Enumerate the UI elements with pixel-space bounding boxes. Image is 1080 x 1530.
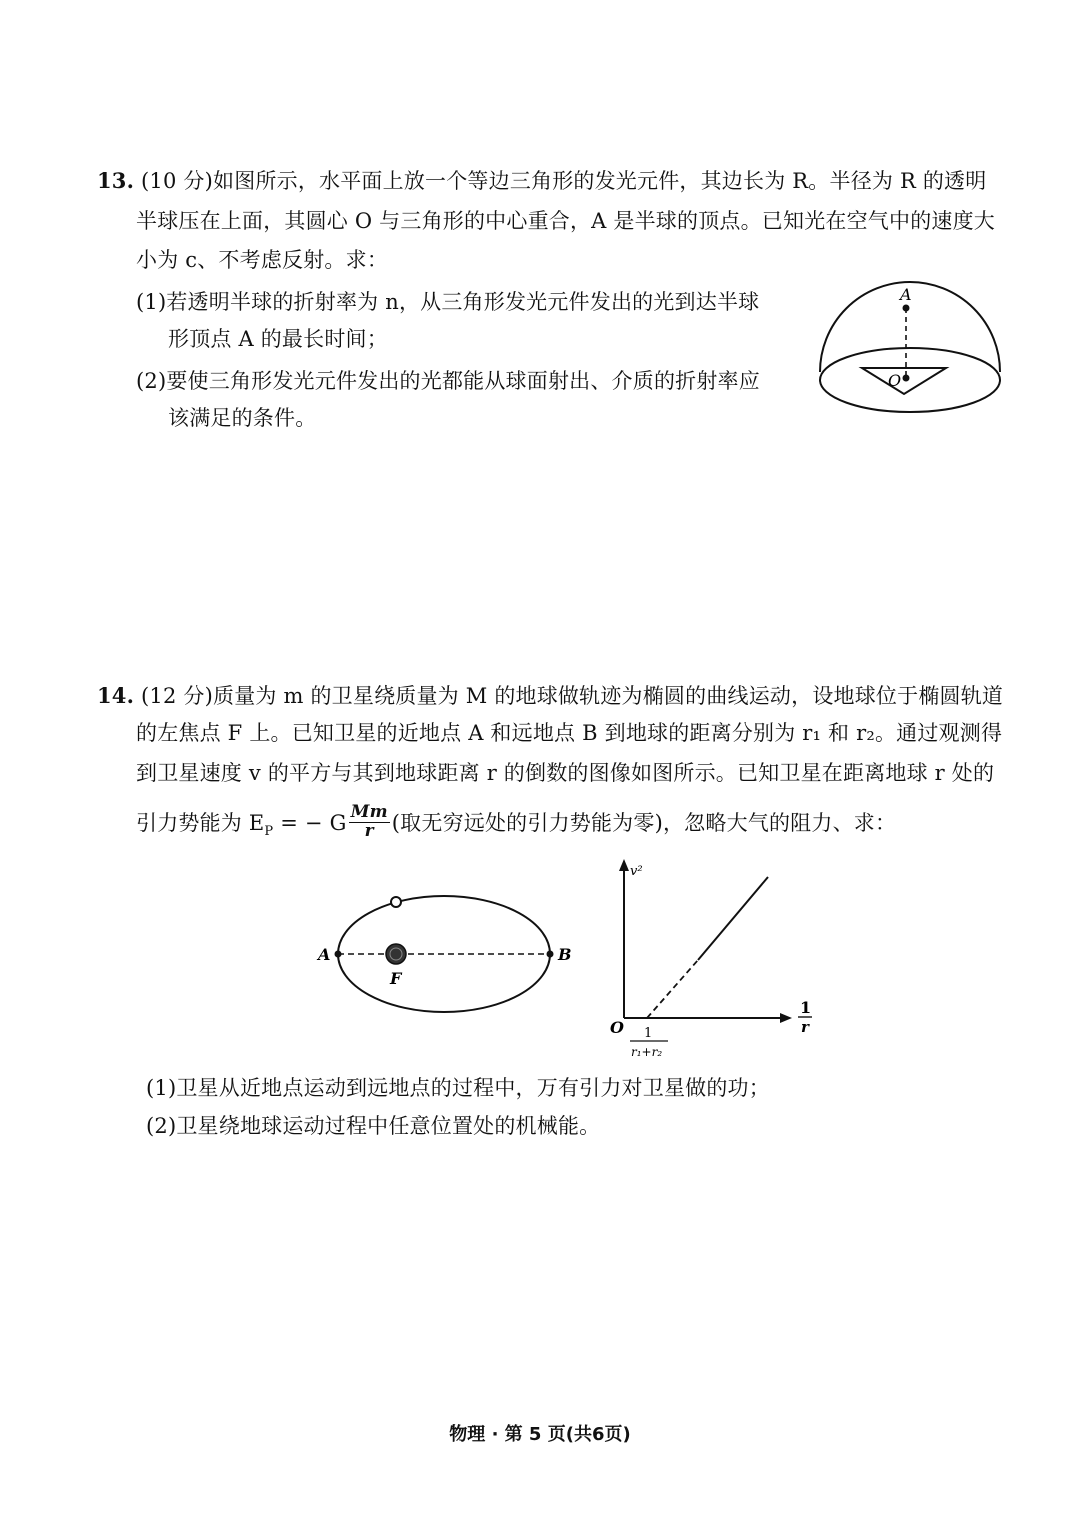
potential-energy-fraction: [349, 804, 390, 841]
x-axis-label-num: 1: [800, 998, 812, 1017]
q13-sub2-line1: (2)要使三角形发光元件发出的光都能从球面射出、介质的折射率应: [136, 369, 760, 393]
q13-sub1-line1: (1)若透明半球的折射率为 n，从三角形发光元件发出的光到达半球: [136, 290, 760, 314]
velocity-graph: [600, 855, 830, 1065]
q14-line4-post: (取无穷远处的引力势能为零)，忽略大气的阻力、求：: [391, 810, 897, 835]
center-o-dot: [903, 375, 910, 382]
q14-sub1: (1)卫星从近地点运动到远地点的过程中，万有引力对卫星做的功；: [146, 1076, 770, 1100]
q14-text-line2: 的左焦点 F 上。已知卫星的近地点 A 和远地点 B 到地球的距离分别为 r₁ 和 r₂。通过观测得: [136, 721, 1003, 745]
hemisphere-base: [820, 348, 1000, 412]
intercept-tick-den: r₁+r₂: [631, 1045, 663, 1059]
fraction-numerator: Mm: [350, 802, 388, 822]
x-axis-label-den: r: [801, 1018, 809, 1036]
intercept-tick-num: 1: [644, 1026, 653, 1041]
orbit-figure: [310, 888, 585, 1028]
perigee-a-dot: [335, 951, 342, 958]
q13-line1: [97, 170, 986, 192]
q13-number: 13.: [97, 168, 135, 193]
q14-line4-sub: P: [264, 824, 274, 840]
focus-f-label: F: [390, 969, 402, 988]
vertex-a-dot: [903, 305, 910, 312]
y-axis-label: v²: [630, 864, 643, 879]
apogee-b-dot: [547, 951, 554, 958]
q14-sub2: (2)卫星绕地球运动过程中任意位置处的机械能。: [146, 1114, 601, 1138]
vertex-a-label: A: [900, 285, 912, 304]
satellite-icon: [391, 897, 401, 907]
triangle-emitter: [862, 368, 946, 394]
fraction-denominator: r: [364, 820, 374, 841]
q13-text-line3: 小为 c、不考虑反射。求：: [136, 248, 389, 272]
perigee-a-label: A: [318, 945, 331, 964]
q14-text-line3: 到卫星速度 v 的平方与其到地球距离 r 的倒数的图像如图所示。已知卫星在距离地球 r 处的: [136, 761, 995, 785]
q14-number: 14.: [97, 683, 135, 708]
q14-line4-eq: = − G: [273, 810, 347, 835]
origin-label: O: [610, 1018, 624, 1037]
line-solid: [698, 877, 768, 960]
q14-line1: [97, 685, 1003, 707]
q13-text-line1: (10 分)如图所示，水平面上放一个等边三角形的发光元件，其边长为 R。半径为 R 的透明: [141, 169, 987, 193]
apogee-b-label: B: [558, 945, 572, 964]
hemisphere-figure: [810, 280, 1010, 420]
q13-text-line2: 半球压在上面，其圆心 O 与三角形的中心重合，A 是半球的顶点。已知光在空气中的速度大: [136, 209, 996, 233]
page-footer: 物理 · 第 5 页(共6页): [449, 1424, 631, 1445]
earth-icon: [386, 944, 406, 964]
q14-text-line1: (12 分)质量为 m 的卫星绕质量为 M 的地球做轨迹为椭圆的曲线运动，设地球位于椭圆轨道: [141, 684, 1004, 708]
q13-sub2-line2: 该满足的条件。: [168, 406, 317, 430]
center-o-label: O: [888, 371, 902, 390]
y-axis-arrow: [619, 859, 629, 871]
q14-text-line4: [136, 802, 897, 843]
x-axis-arrow: [780, 1013, 792, 1023]
q13-sub1-line2: 形顶点 A 的最长时间；: [168, 327, 388, 351]
q14-line4-pre: 引力势能为 E: [136, 810, 265, 835]
line-dashed-extension: [647, 960, 698, 1018]
